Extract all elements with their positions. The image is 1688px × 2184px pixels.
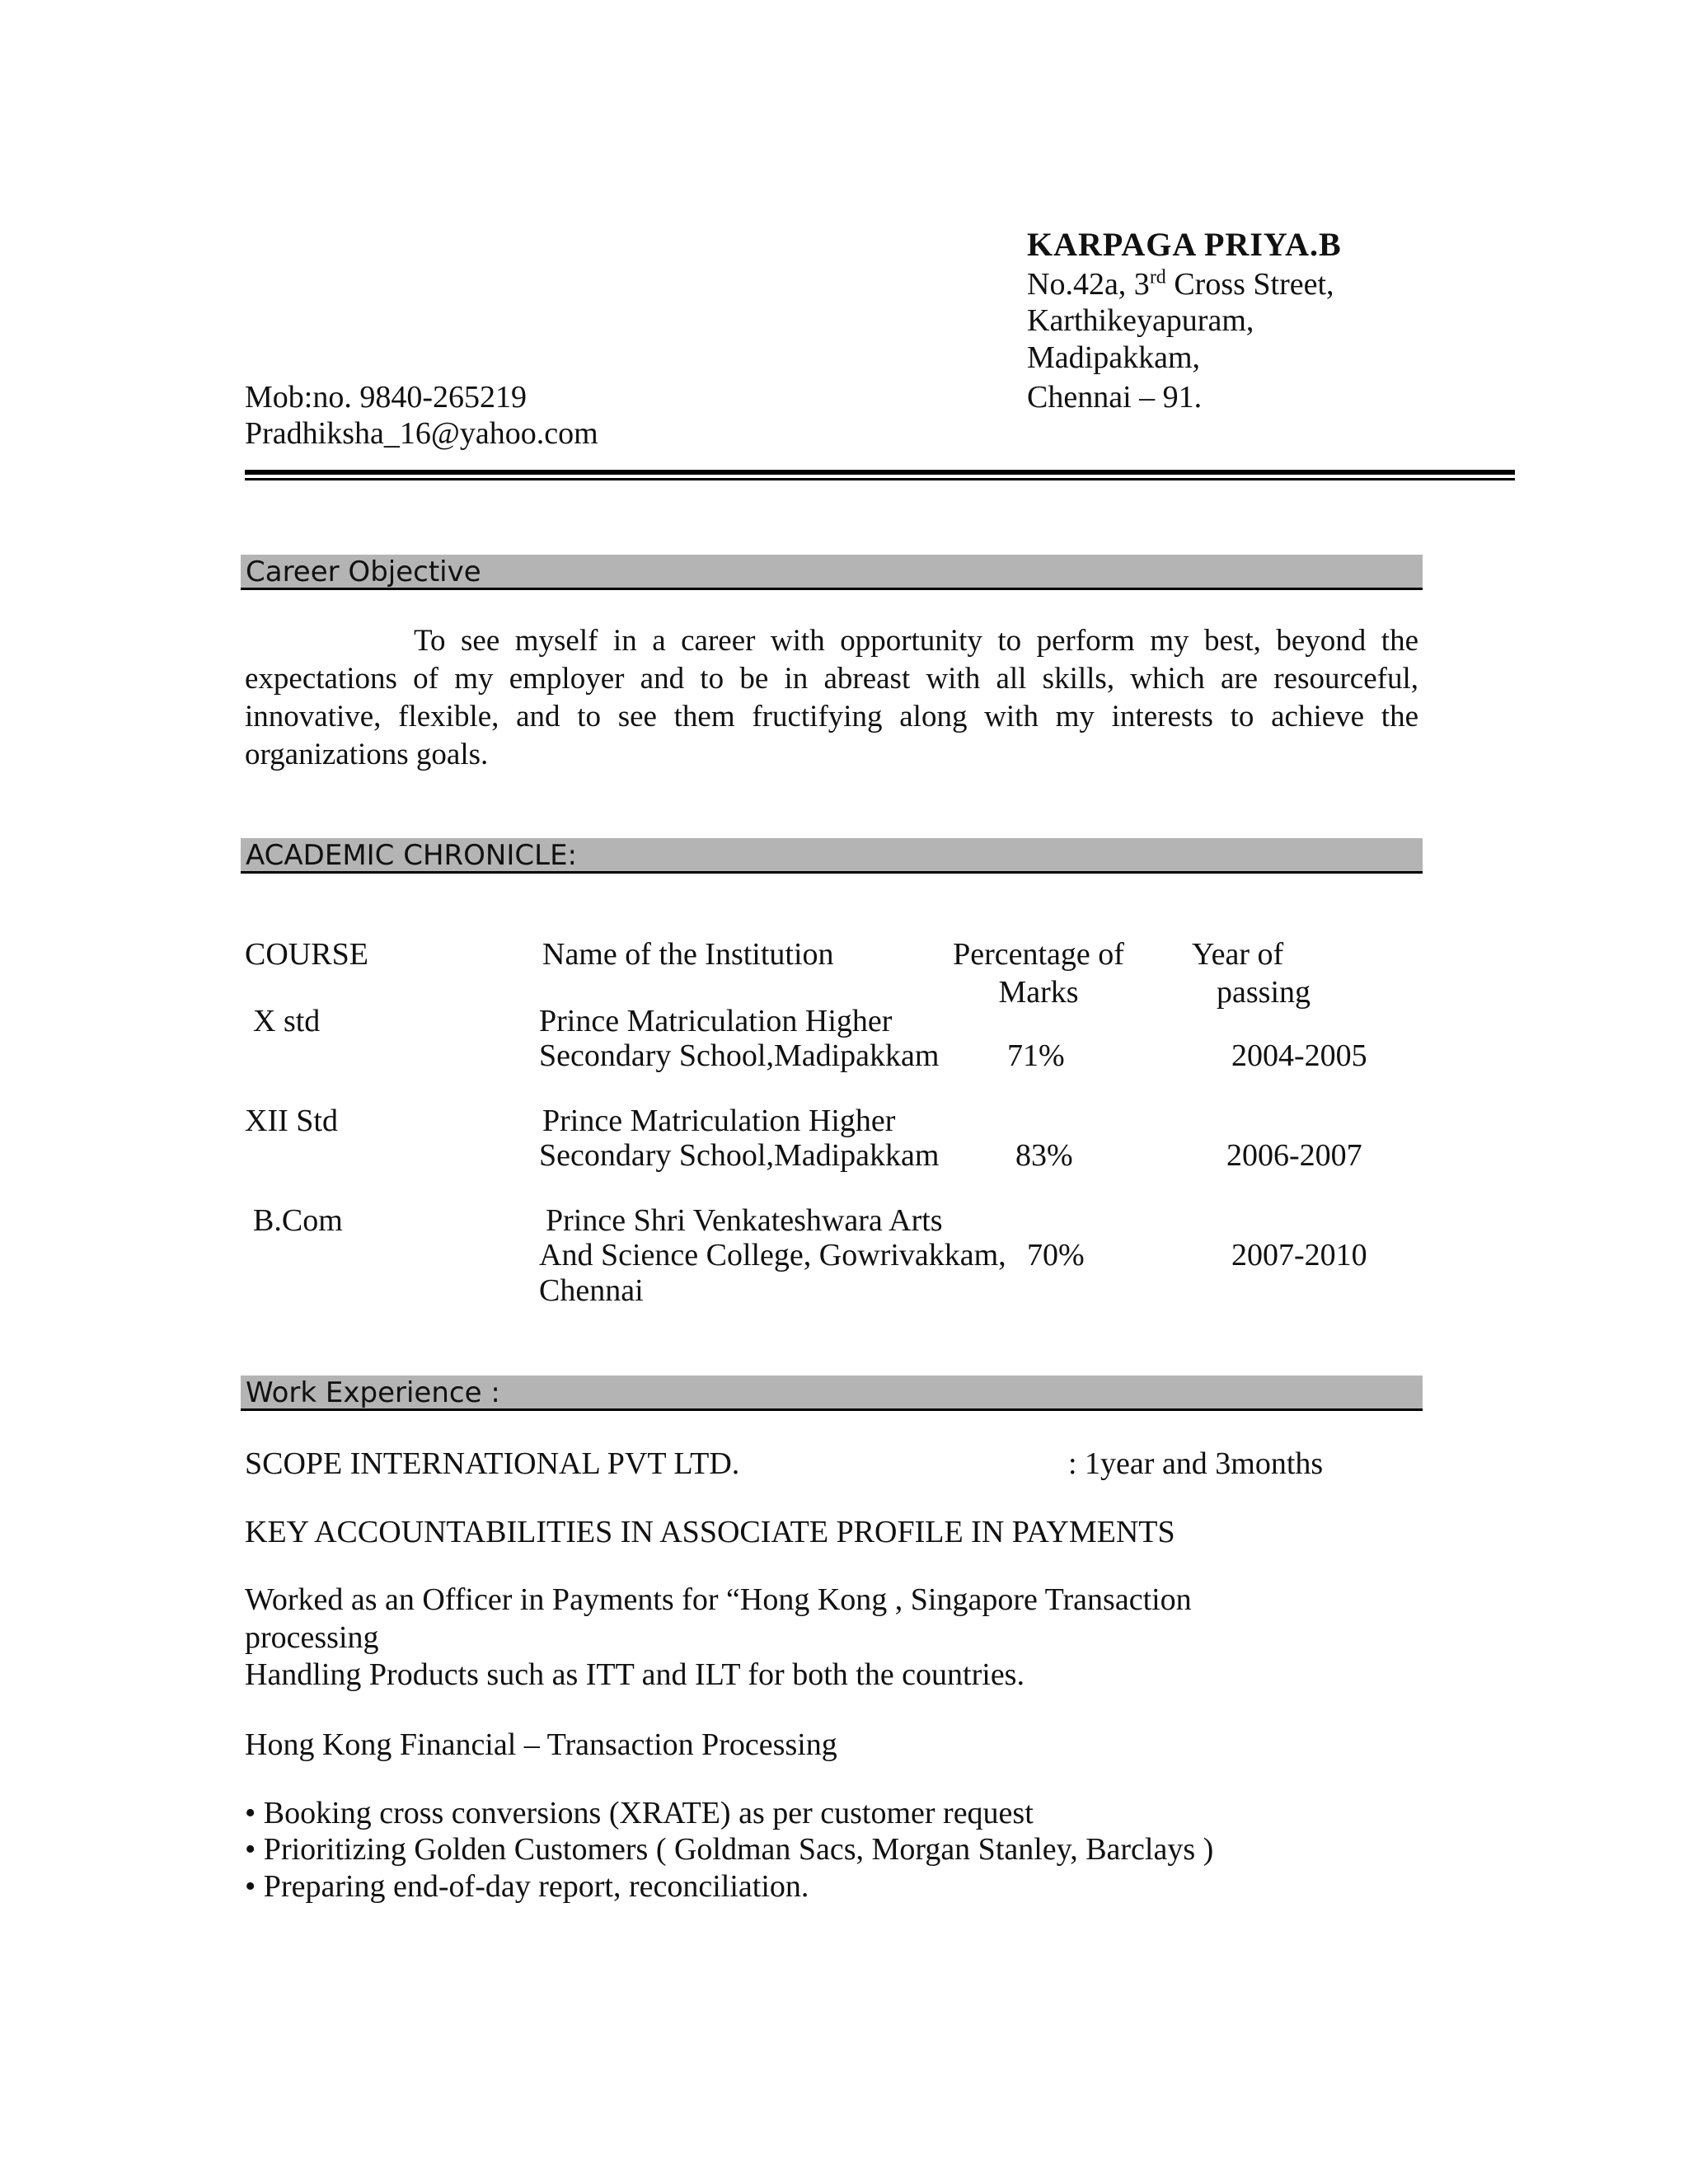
row-institution-line1: Prince Matriculation Higher bbox=[542, 1104, 896, 1138]
address-ordinal-suffix: rd bbox=[1149, 266, 1166, 288]
company-name: SCOPE INTERNATIONAL PVT LTD. bbox=[245, 1446, 740, 1481]
address-line-4: Chennai – 91. bbox=[1027, 380, 1203, 415]
email-address: Pradhiksha_16@yahoo.com bbox=[245, 416, 598, 451]
row-course: X std bbox=[253, 1004, 321, 1038]
work-duration: : 1year and 3months bbox=[1068, 1446, 1324, 1481]
list-item: • Prioritizing Golden Customers ( Goldman Sacs, Morgan Stanley, Barclays ) bbox=[245, 1832, 1214, 1867]
column-header-percentage-line2: Marks bbox=[998, 975, 1079, 1010]
address-street-name: Cross Street, bbox=[1165, 267, 1334, 302]
row-institution-line2: And Science College, Gowrivakkam, bbox=[539, 1238, 1006, 1272]
row-percentage: 71% bbox=[1007, 1038, 1065, 1073]
column-header-course: COURSE bbox=[245, 937, 368, 972]
work-experience-heading: Work Experience : bbox=[246, 1376, 500, 1409]
career-objective-heading-bar bbox=[241, 555, 1423, 590]
mobile-number: Mob:no. 9840-265219 bbox=[245, 380, 527, 415]
role-description-line2: processing bbox=[245, 1620, 379, 1655]
address-line-2: Karthikeyapuram, bbox=[1027, 303, 1254, 338]
key-accountabilities-heading: KEY ACCOUNTABILITIES IN ASSOCIATE PROFILE IN PAYMENTS bbox=[245, 1515, 1175, 1549]
role-description-line1: Worked as an Officer in Payments for “Hong Kong , Singapore Transaction bbox=[245, 1582, 1192, 1617]
list-item: • Preparing end-of-day report, reconciliation. bbox=[245, 1869, 809, 1904]
header-divider-thin bbox=[245, 478, 1515, 480]
address-line-1 bbox=[1027, 265, 1334, 303]
row-course: B.Com bbox=[253, 1203, 343, 1238]
column-header-percentage bbox=[940, 935, 1137, 1011]
career-objective-text-block bbox=[245, 622, 1418, 774]
row-institution-line2: Secondary School,Madipakkam bbox=[539, 1038, 940, 1073]
candidate-name: KARPAGA PRIYA.B bbox=[1027, 226, 1342, 263]
row-year: 2006-2007 bbox=[1226, 1138, 1362, 1173]
address-street-number: No.42a, 3 bbox=[1027, 267, 1150, 302]
row-institution-line2: Secondary School,Madipakkam bbox=[539, 1138, 940, 1173]
column-header-year-line2: passing bbox=[1217, 975, 1311, 1010]
row-institution-line1: Prince Shri Venkateshwara Arts bbox=[546, 1203, 943, 1238]
column-header-percentage-line1: Percentage of bbox=[953, 937, 1124, 972]
academic-heading-bar bbox=[241, 838, 1423, 874]
column-header-year bbox=[1192, 935, 1311, 1011]
list-item: • Booking cross conversions (XRATE) as per customer request bbox=[245, 1796, 1034, 1830]
academic-heading: ACADEMIC CHRONICLE: bbox=[246, 839, 578, 872]
career-objective-text: To see myself in a career with opportunity to perform my best, beyond the expectations of my employer and to be in abreast with all skills, which are resourceful, innovative, flexible, and to see them fructifying along with my interests to achieve the organizations goals. bbox=[245, 624, 1418, 771]
row-course: XII Std bbox=[245, 1104, 338, 1138]
work-experience-heading-bar bbox=[241, 1376, 1423, 1411]
column-header-year-line1: Year of bbox=[1192, 937, 1284, 972]
row-institution-line3: Chennai bbox=[539, 1273, 644, 1308]
row-year: 2004-2005 bbox=[1231, 1038, 1367, 1073]
row-year: 2007-2010 bbox=[1231, 1238, 1367, 1272]
row-percentage: 83% bbox=[1015, 1138, 1073, 1173]
role-description-line3: Handling Products such as ITT and ILT for both the countries. bbox=[245, 1657, 1025, 1692]
career-objective-heading: Career Objective bbox=[246, 555, 481, 588]
work-subheading: Hong Kong Financial – Transaction Processing bbox=[245, 1727, 837, 1762]
row-institution-line1: Prince Matriculation Higher bbox=[539, 1004, 893, 1038]
row-percentage: 70% bbox=[1027, 1238, 1085, 1272]
header-divider-thick bbox=[245, 470, 1515, 475]
column-header-institution: Name of the Institution bbox=[542, 937, 834, 972]
address-line-3: Madipakkam, bbox=[1027, 340, 1201, 375]
